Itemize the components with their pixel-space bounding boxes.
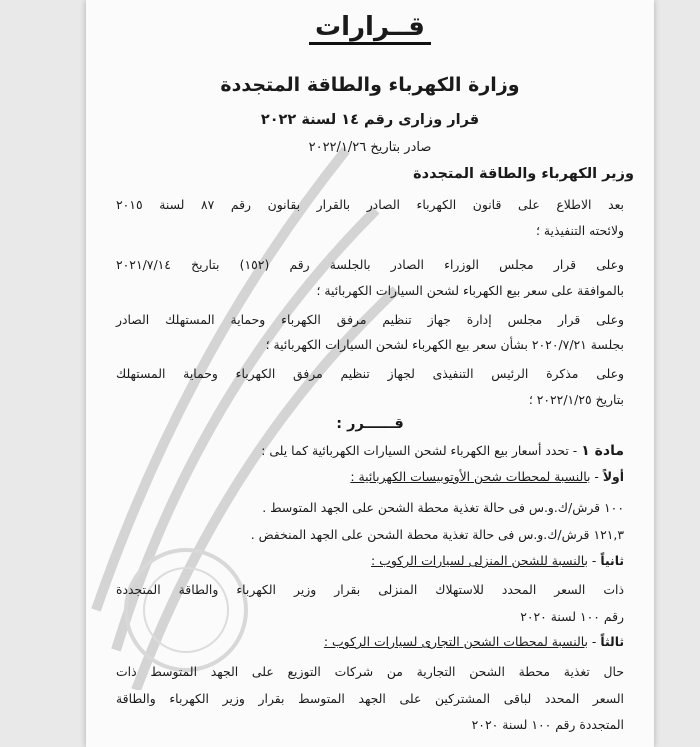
price-line: ١٢١,٣ قرش/ك.و.س فى حالة تغذية محطة الشحن على الجهد المنخفض . xyxy=(250,527,624,542)
paragraph-line: بالموافقة على سعر بيع الكهرباء لشحن السيارات الكهربائية ؛ xyxy=(316,283,624,298)
section-first-label: أولاً xyxy=(602,469,624,484)
decision-heading: قــــــرر : xyxy=(336,416,404,432)
article-1-text: - تحدد أسعار بيع الكهرباء لشحن السيارات الكهربائية كما يلى : xyxy=(261,443,582,458)
paragraph-line: بعد الاطلاع على قانون الكهرباء الصادر بالقرار بقانون رقم ٨٧ لسنة ٢٠١٥ xyxy=(116,197,624,212)
paragraph-line: المتجددة رقم ١٠٠ لسنة ٢٠٢٠ xyxy=(471,717,624,732)
minister-heading: وزير الكهرباء والطاقة المتجددة xyxy=(413,166,634,182)
ministry-name: وزارة الكهرباء والطاقة المتجددة xyxy=(220,74,520,96)
article-1-label: مادة ١ xyxy=(581,443,624,459)
section-first-title: بالنسبة لمحطات شحن الأوتوبيسات الكهربائية : xyxy=(350,469,591,484)
paragraph-line: السعر المحدد لباقى المشتركين على الجهد المتوسط بقرار وزير الكهرباء والطاقة xyxy=(116,691,624,706)
document-page xyxy=(86,0,654,747)
paragraph-line: وعلى قرار مجلس الوزراء الصادر بالجلسة رقم (١٥٢) بتاريخ ٢٠٢١/٧/١٤ xyxy=(116,257,624,272)
section-third: ثالثاً - بالنسبة لمحطات الشحن التجارى لسيارات الركوب : xyxy=(323,634,624,649)
decision-number: قرار وزارى رقم ١٤ لسنة ٢٠٢٢ xyxy=(260,112,480,128)
paragraph-line: ذات السعر المحدد للاستهلاك المنزلى بقرار وزير الكهرباء والطاقة المتجددة xyxy=(116,582,624,597)
paragraph-line: بجلسة ٢٠٢٠/٧/٢١ بشأن سعر بيع الكهرباء لشحن السيارات الكهربائية ؛ xyxy=(265,337,624,352)
issued-date: صادر بتاريخ ٢٠٢٢/١/٢٦ xyxy=(308,140,432,155)
paragraph-line: رقم ١٠٠ لسنة ٢٠٢٠ xyxy=(520,609,624,624)
paragraph-line: وعلى قرار مجلس إدارة جهاز تنظيم مرفق الكهرباء وحماية المستهلك الصادر xyxy=(116,312,624,327)
paragraph-line: ولائحته التنفيذية ؛ xyxy=(536,223,624,238)
section-second-label: ثانياً xyxy=(600,553,624,568)
section-third-title: بالنسبة لمحطات الشحن التجارى لسيارات الركوب : xyxy=(323,634,588,649)
paragraph-line: وعلى مذكرة الرئيس التنفيذى لجهاز تنظيم مرفق الكهرباء وحماية المستهلك xyxy=(116,366,624,381)
section-first: أولاً - بالنسبة لمحطات شحن الأوتوبيسات الكهربائية : xyxy=(350,469,624,484)
page-title: قــرارات xyxy=(116,12,624,42)
article-1 xyxy=(116,443,624,459)
paragraph-line: بتاريخ ٢٠٢٢/١/٢٥ ؛ xyxy=(528,392,624,407)
section-third-label: ثالثاً xyxy=(600,634,624,649)
price-line: ١٠٠ قرش/ك.و.س فى حالة تغذية محطة الشحن على الجهد المتوسط . xyxy=(262,500,624,515)
section-second: ثانياً - بالنسبة للشحن المنزلى لسيارات الركوب : xyxy=(371,553,624,568)
paragraph-line: حال تغذية محطة الشحن التجارية من شركات التوزيع على الجهد المتوسط ذات xyxy=(116,664,624,679)
section-second-title: بالنسبة للشحن المنزلى لسيارات الركوب : xyxy=(371,553,588,568)
